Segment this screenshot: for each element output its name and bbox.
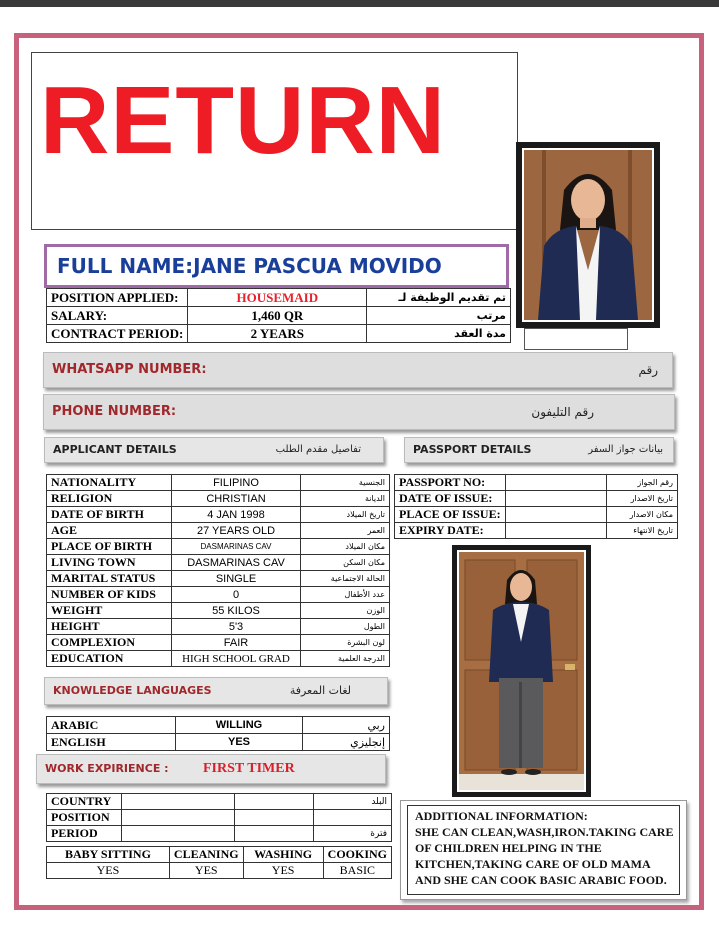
task-header: WASHING: [243, 847, 323, 863]
detail-label: RELIGION: [47, 491, 172, 507]
work-experience-bar: [36, 754, 386, 784]
passport-ar: مكان الاصدار: [606, 507, 677, 523]
position-label: POSITION APPLIED:: [47, 289, 188, 307]
language-label: ARABIC: [47, 717, 176, 734]
language-ar: إنجليزي: [303, 734, 390, 751]
phone-ar: رقم التليفون: [531, 405, 594, 419]
language-value: WILLING: [176, 717, 303, 734]
table-row: [47, 325, 511, 343]
detail-label: MARITAL STATUS: [47, 571, 172, 587]
detail-value: FILIPINO: [172, 475, 301, 491]
detail-label: DATE OF BIRTH: [47, 507, 172, 523]
detail-label: WEIGHT: [47, 603, 172, 619]
additional-info: [400, 800, 687, 900]
return-title: RETURN: [40, 67, 446, 174]
applicant-header-ar: تفاصيل مقدم الطلب: [275, 444, 361, 455]
task-header: COOKING: [323, 847, 391, 863]
table-row: [47, 587, 390, 603]
task-value: YES: [243, 863, 323, 879]
detail-label: AGE: [47, 523, 172, 539]
detail-value: DASMARINAS CAV: [172, 555, 301, 571]
salary-ar: مرتب: [367, 307, 511, 325]
portrait-photo: [516, 142, 660, 328]
detail-value: 55 KILOS: [172, 603, 301, 619]
detail-value: 27 YEARS OLD: [172, 523, 301, 539]
table-row: [47, 571, 390, 587]
passport-value: [505, 491, 606, 507]
detail-label: HEIGHT: [47, 619, 172, 635]
detail-ar: عدد الأطفال: [301, 587, 390, 603]
table-row: [47, 289, 511, 307]
knowledge-ar: لغات المعرفة: [289, 684, 351, 697]
passport-value: [505, 523, 606, 539]
table-row: [395, 491, 678, 507]
task-value: BASIC: [323, 863, 391, 879]
detail-ar: مكان السكن: [301, 555, 390, 571]
table-row: [47, 475, 390, 491]
position-value: HOUSEMAID: [188, 289, 367, 307]
table-row: [47, 539, 390, 555]
passport-label: EXPIRY DATE:: [395, 523, 506, 539]
task-header: CLEANING: [169, 847, 243, 863]
applicant-header-label: APPLICANT DETAILS: [53, 443, 177, 456]
detail-value: 4 JAN 1998: [172, 507, 301, 523]
additional-title: ADDITIONAL INFORMATION:: [415, 809, 588, 823]
salary-label: SALARY:: [47, 307, 188, 325]
table-row: [47, 717, 390, 734]
additional-text: SHE CAN CLEAN,WASH,IRON.TAKING CARE OF CHILDREN HELPING IN THE KITCHEN,TAKING CARE OF OLD MAMA AND SHE CAN COOK BASIC ARABIC FOOD.: [415, 825, 674, 887]
work-table: [46, 793, 392, 842]
language-ar: ربي: [303, 717, 390, 734]
table-row: [47, 507, 390, 523]
detail-value: 5'3: [172, 619, 301, 635]
table-row: [47, 491, 390, 507]
contract-ar: مدة العقد: [367, 325, 511, 343]
passport-label: PLACE OF ISSUE:: [395, 507, 506, 523]
contract-value: 2 YEARS: [188, 325, 367, 343]
top-bar: [0, 0, 719, 7]
passport-ar: تاريخ الاصدار: [606, 491, 677, 507]
passport-header: [404, 437, 674, 463]
table-row: [395, 523, 678, 539]
detail-ar: الوزن: [301, 603, 390, 619]
task-value: YES: [47, 863, 170, 879]
applicant-header: [44, 437, 384, 463]
position-table: [46, 288, 511, 343]
applicant-table: [46, 474, 390, 667]
detail-label: EDUCATION: [47, 651, 172, 667]
photo-caption-box: [524, 328, 628, 350]
full-body-illustration: [459, 552, 584, 790]
table-row: [47, 651, 390, 667]
task-value: YES: [169, 863, 243, 879]
passport-header-label: PASSPORT DETAILS: [413, 443, 532, 456]
knowledge-label: KNOWLEDGE LANGUAGES: [53, 684, 212, 697]
table-row: [47, 863, 392, 879]
detail-value: 0: [172, 587, 301, 603]
phone-label: PHONE NUMBER:: [52, 404, 177, 419]
language-label: ENGLISH: [47, 734, 176, 751]
table-row: [47, 555, 390, 571]
work-value: FIRST TIMER: [203, 761, 295, 776]
table-row: [47, 794, 392, 810]
detail-value: CHRISTIAN: [172, 491, 301, 507]
passport-table: [394, 474, 678, 539]
detail-ar: الديانة: [301, 491, 390, 507]
passport-header-ar: بيانات جواز السفر: [588, 444, 663, 455]
table-row: [47, 619, 390, 635]
position-ar: تم تقديم الوظيفة لـ: [367, 289, 511, 307]
table-row: [47, 307, 511, 325]
passport-ar: تاريخ الانتهاء: [606, 523, 677, 539]
detail-value: DASMARINAS CAV: [172, 539, 301, 555]
detail-label: LIVING TOWN: [47, 555, 172, 571]
detail-value: SINGLE: [172, 571, 301, 587]
passport-value: [505, 475, 606, 491]
contract-label: CONTRACT PERIOD:: [47, 325, 188, 343]
work-row-ar: فترة: [314, 826, 392, 842]
table-row: [47, 635, 390, 651]
table-row: [47, 523, 390, 539]
detail-value: HIGH SCHOOL GRAD: [172, 651, 301, 667]
detail-label: NATIONALITY: [47, 475, 172, 491]
languages-table: [46, 716, 390, 751]
work-row-label: COUNTRY: [47, 794, 122, 810]
table-row: [47, 734, 390, 751]
detail-label: NUMBER OF KIDS: [47, 587, 172, 603]
detail-ar: تاريخ الميلاد: [301, 507, 390, 523]
knowledge-header: [44, 677, 388, 705]
work-row-label: PERIOD: [47, 826, 122, 842]
full-body-photo: [452, 545, 591, 797]
whatsapp-ar: رقم: [638, 363, 658, 377]
detail-value: FAIR: [172, 635, 301, 651]
work-row-ar: البلد: [314, 794, 392, 810]
detail-ar: العمر: [301, 523, 390, 539]
table-row: [47, 603, 390, 619]
passport-label: PASSPORT NO:: [395, 475, 506, 491]
language-value: YES: [176, 734, 303, 751]
detail-ar: لون البشرة: [301, 635, 390, 651]
whatsapp-bar: [43, 352, 673, 388]
work-row-ar: [314, 810, 392, 826]
table-row: [47, 826, 392, 842]
passport-label: DATE OF ISSUE:: [395, 491, 506, 507]
detail-ar: الحالة الاجتماعية: [301, 571, 390, 587]
work-row-label: POSITION: [47, 810, 122, 826]
passport-value: [505, 507, 606, 523]
phone-bar: [43, 394, 675, 430]
whatsapp-label: WHATSAPP NUMBER:: [52, 362, 207, 377]
work-label: WORK EXPIRIENCE :: [45, 762, 169, 775]
salary-value: 1,460 QR: [188, 307, 367, 325]
task-header: BABY SITTING: [47, 847, 170, 863]
full-name: FULL NAME:JANE PASCUA MOVIDO: [44, 244, 509, 288]
detail-ar: مكان الميلاد: [301, 539, 390, 555]
detail-ar: الطول: [301, 619, 390, 635]
portrait-illustration: [524, 150, 652, 320]
tasks-table: [46, 846, 392, 879]
detail-ar: الجنسية: [301, 475, 390, 491]
detail-ar: الدرجة العلمية: [301, 651, 390, 667]
table-row: [395, 507, 678, 523]
detail-label: PLACE OF BIRTH: [47, 539, 172, 555]
table-row: [47, 810, 392, 826]
detail-label: COMPLEXION: [47, 635, 172, 651]
table-row: [47, 847, 392, 863]
table-row: [395, 475, 678, 491]
passport-ar: رقم الجواز: [606, 475, 677, 491]
